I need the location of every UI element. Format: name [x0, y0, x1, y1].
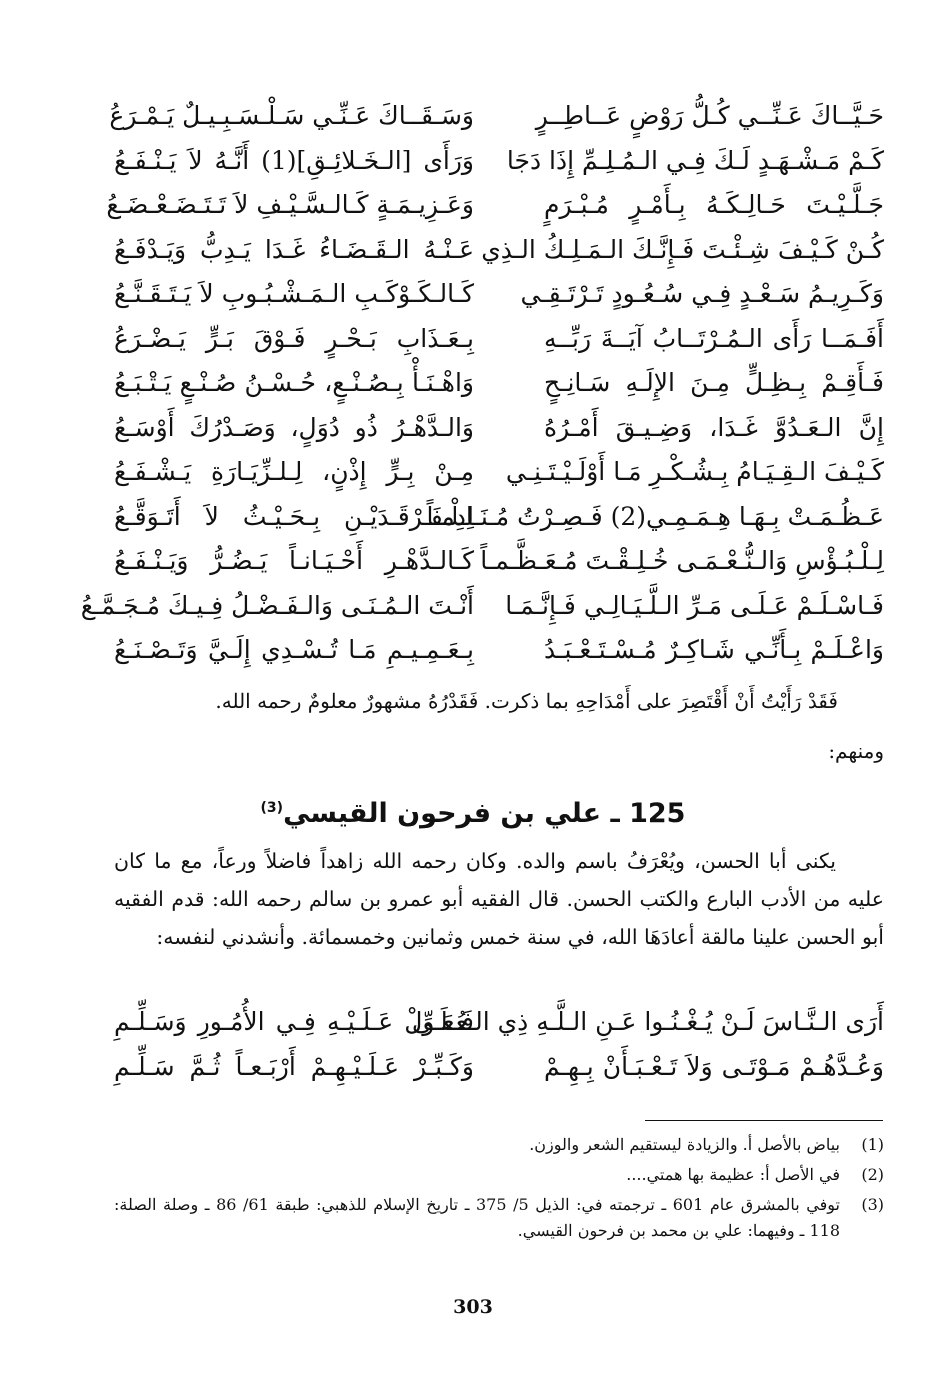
verse-line: [114, 230, 884, 275]
verse-second-hemistich: وَالـدَّهْـرُ ذُو دُوَلٍ، وَصَـدْرُكَ أَوْسَـعُ: [114, 412, 474, 442]
footnote-number: (2): [861, 1165, 884, 1184]
biography-text: يكنى أبا الحسن، ويُعْرَفُ باسم والده. وكان رحمه الله زاهداً فاضلاً ورعاً، مع ما كان عليه من الأدب البارع والكتب الحسن. قال الفقيه أبو عمرو بن سالم رحمه الله: قدم الفقيه أبو الحسن علينا مالقة أعادَهَا الله، في سنة خمس وثمانين وخمسمائة. وأنشدني لنفسه:: [114, 849, 884, 949]
verse-first-hemistich: كُـنْ كَـيْـفَ شِـئْـتَ فَـإِنَّـكَ الـمَـلِـكُ الـذِي: [481, 234, 884, 264]
verse-line: [114, 1002, 884, 1047]
footnote-text: بياض بالأصل أ. والزيادة ليستقيم الشعر والوزن.: [529, 1135, 840, 1154]
poem-1: [80, 96, 884, 675]
verse-first-hemistich: إِنَّ الـعَـدُوَّ غَـدَا، وَضِـيـقَ أَمْـرُهُ: [544, 412, 884, 442]
verse-second-hemistich: لِـلْـفَـرْقَـدَيْـنِ بِـحَـيْـثُ لاَ أَتَـوَقَّـعُ: [114, 501, 474, 531]
verse-first-hemistich: جَـلَّـيْـتَ حَـالِـكَـهُ بِـأَمْـرٍ مُـبْـرَمٍ: [544, 190, 884, 219]
verse-first-hemistich: حَـيَّــاكَ عَـنِّــي كُـلُّ رَوْضٍ عَــاطِــرٍ: [535, 101, 884, 130]
poem-2: [114, 1002, 884, 1091]
verse-second-hemistich: فَـعَـوِّلْ عَـلَـيْـهِ فِـي الأُمُـورِ وَسَـلِّـمِ: [114, 1007, 474, 1036]
footnote-text: توفي بالمشرق عام 601 ـ ترجمته في: الذيل 5/ 375 ـ تاريخ الإسلام للذهبي: طبقة 61/ 86 ـ وصلة الصلة: 118 ـ وفيهما: علي بن محمد بن فرحون القيسي.: [114, 1195, 840, 1240]
footnote: [114, 1132, 884, 1158]
verse-second-hemistich: وَسَـقَــاكَ عَـنِّـي سَـلْـسَـبِـيـلٌ يَـمْـرَعُ: [109, 101, 474, 130]
verse-first-hemistich: فَـاسْـلَـمْ عَـلَـى مَـرِّ الـلَّـيَـالِـي فَـإِنَّـمَـا: [505, 590, 884, 620]
verse-line: [114, 363, 884, 408]
verse-first-hemistich: أَفَـمَــا رَأَى الـمُـرْتَــابُ آيَــةَ رَبِّــهِ: [544, 323, 884, 353]
verse-line: [114, 452, 884, 497]
verse-second-hemistich: وَاهْـنَـأْ بِـصُـنْـعٍ، حُـسْـنُ صُـنْـعٍ يَـتْـبَـعُ: [114, 368, 474, 397]
verse-first-hemistich: عَـظُـمَـتْ بِـهَـا هِـمَـمِـي(2) فَـصِـرْتُ مُـنَـادِمـاً: [426, 501, 884, 531]
verse-second-hemistich: كَـالـكَـوْكَـبِ الـمَـشْـبُـوبِ لاَ يَـتَـقَـنَّـعُ: [114, 279, 474, 308]
verse-second-hemistich: وَكَـبِّـرْ عَـلَـيْـهِـمْ أَرْبَـعـاً ثُـمَّ سَـلِّـمِ: [114, 1051, 474, 1081]
entry-number: 125: [629, 798, 686, 829]
verse-line: [80, 586, 884, 631]
footnote-divider: [645, 1120, 883, 1121]
verse-second-hemistich: كَـالـدَّهْـرِ أَحْـيَـانـاً يَـضُـرُّ وَيَـنْـفَـعُ: [114, 546, 474, 575]
footnotes: [114, 1132, 884, 1248]
footnote-number: (1): [861, 1135, 884, 1154]
verse-second-hemistich: بِـعَـمِـيـمِ مَـا تُـسْـدِي إِلَـيَّ وَتَـصْـنَـعُ: [114, 635, 474, 664]
verse-line: [114, 274, 884, 319]
verse-line: [114, 141, 884, 186]
entry-footnote-ref: (3): [260, 800, 284, 816]
verse-first-hemistich: وَعُـدَّهُـمْ مَـوْتَـى وَلاَ تَـعْـبَـأَنْ بِـهِـمْ: [544, 1051, 884, 1081]
verse-first-hemistich: كَـمْ مَـشْـهَـدٍ لَـكَ فِـي الـمُـلِـمِّ إِذَا دَجَا: [506, 145, 884, 175]
verse-line: [114, 319, 884, 364]
footnote: [114, 1192, 884, 1244]
verse-first-hemistich: وَكَـرِيـمُ سَـعْـدٍ فِـي سُـعُـودٍ تَـرْتَـقِـي: [520, 279, 884, 308]
footnote: [114, 1162, 884, 1188]
verse-line: [106, 185, 884, 230]
entry-name: علي بن فرحون القيسي: [283, 798, 602, 829]
verse-second-hemistich: بِـعَـذَابِ بَـحْـرٍ فَـوْقَ بَـرٍّ يَـضْـرَعُ: [114, 323, 474, 353]
verse-first-hemistich: كَـيْـفَ الـقِـيَـامُ بِـشُـكْـرِ مَـا أَوْلَـيْـتَـنِـي: [505, 457, 884, 486]
entry-heading: [0, 788, 946, 834]
verse-second-hemistich: وَعَـزِيـمَـةٍ كَـالـسَّـيْـفِ لاَ تَـتَـضَـعْـضَـعُ: [106, 190, 474, 219]
biography: [114, 842, 884, 956]
page-number: 303: [453, 1296, 493, 1318]
verse-first-hemistich: لِـلْـبُـؤْسِ وَالـنُّـعْـمَـى خُـلِـقْـتَ مُـعَـظَّـمـاً: [480, 546, 884, 575]
verse-first-hemistich: فَـأَقِـمْ بِـظِـلٍّ مِـنَ الإِلَـهِ سَـانِـحٍ: [544, 368, 884, 397]
verse-line: [114, 541, 884, 586]
verse-line: [114, 630, 884, 675]
verse-second-hemistich: وَرَأَى [الـخَـلائِـقِ](1) أَنَّـهُ لاَ يَـنْـفَـعُ: [114, 145, 474, 175]
footnote-text: في الأصل أ: عظيمة بها همتي....: [626, 1165, 840, 1184]
verse-line: [114, 408, 884, 453]
verse-line: [114, 497, 884, 542]
entry-dash: ـ: [610, 798, 620, 829]
section-intro: ومنهم:: [828, 739, 884, 763]
verse-first-hemistich: وَاعْـلَـمْ بِـأَنِّـي شَـاكِـرٌ مُـسْـتَـعْـبَـدُ: [544, 635, 884, 664]
verse-line: [114, 1047, 884, 1092]
verse-line: [109, 96, 884, 141]
verse-second-hemistich: أَنْـتَ الـمُـنَـى وَالـفَـضْـلُ فِـيـكَ مُـجَـمَّـعُ: [80, 590, 474, 620]
footnote-number: (3): [861, 1195, 884, 1214]
prose-after-poem: فَقَدْ رَأَيْتُ أَنْ أَقْتَصِرَ على أَمْدَاحِهِ بما ذكرت. فَقَدْرُهُ مشهورٌ معلومٌ رحمه الله.: [215, 689, 838, 713]
verse-second-hemistich: عَـنْـهُ الـقَـضَـاءُ غَـدَا يَـدِبُّ وَيَـدْفَـعُ: [114, 234, 474, 264]
verse-second-hemistich: مِـنْ بِـرٍّ إِذْنٍ، لِـلـزِّيَـارَةِ يَـشْـفَـعُ: [114, 457, 474, 486]
verse-first-hemistich: أَرَى الـنَّـاسَ لَـنْ يُـغْـنُـوا عَـنِ الـلَّـهِ ذِي الـعُـلَـى: [411, 1007, 884, 1036]
